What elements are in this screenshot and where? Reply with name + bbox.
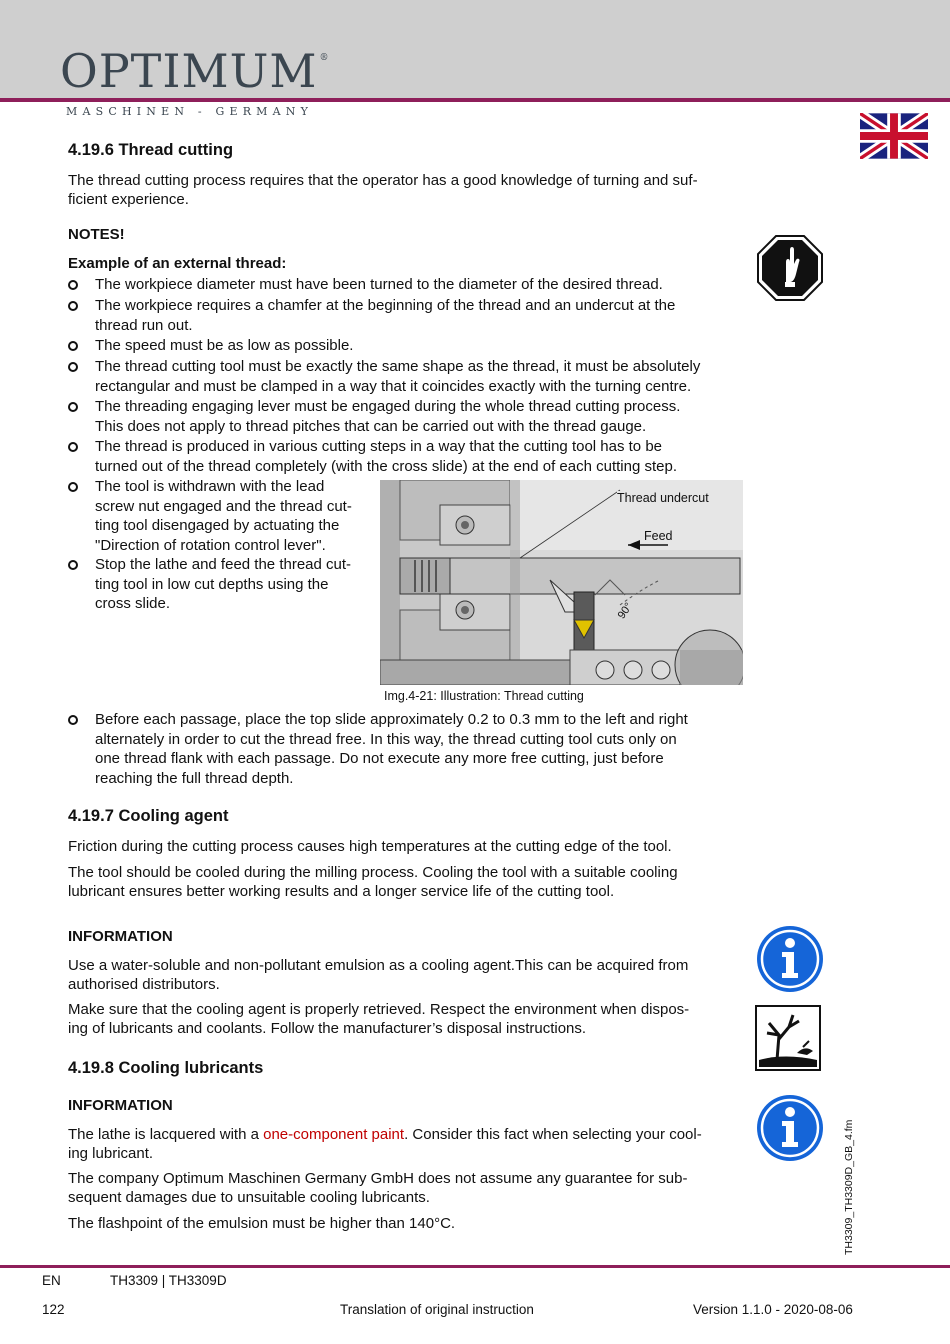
section-heading-cooling-agent: 4.19.7 Cooling agent	[68, 807, 229, 825]
page-number: 122	[42, 1302, 65, 1317]
last-bullet-line-1: Before each passage, place the top slide approximately 0.2 to 0.3 mm to the left and right	[95, 711, 688, 728]
registered-mark: ®	[319, 53, 330, 63]
thread-cutting-illustration	[380, 480, 743, 685]
bullet-line: Stop the lathe and feed the thread cut-	[95, 556, 352, 573]
bullet-line: screw nut engaged and the thread cut-	[95, 497, 352, 515]
footer-language: EN	[42, 1273, 61, 1288]
cooling-lubricants-p2-line-1: The company Optimum Maschinen Germany GmbH does not assume any guarantee for sub-	[68, 1170, 688, 1187]
bullet-circle-icon	[68, 442, 78, 452]
bullet-line: turned out of the thread completely (with the cross slide) at the end of each cutting step.	[95, 457, 677, 475]
thread-intro-line-2: ficient experience.	[68, 191, 189, 208]
uk-flag-icon	[860, 113, 928, 159]
figure-label-angle: 90°	[615, 600, 636, 622]
bullet-line: The threading engaging lever must be engaged during the whole thread cutting process.	[95, 398, 681, 415]
bullet-circle-icon	[68, 362, 78, 372]
bullet-line: rectangular and must be clamped in a way that it coincides exactly with the turning centre.	[95, 377, 692, 395]
footer-model: TH3309 | TH3309D	[110, 1273, 227, 1288]
bullet-line: The workpiece requires a chamfer at the beginning of the thread and an undercut at the	[95, 297, 676, 314]
footer-translation-note: Translation of original instruction	[340, 1302, 534, 1317]
bullet-circle-icon	[68, 280, 78, 290]
footer-divider	[0, 1265, 950, 1268]
header-divider	[0, 98, 950, 102]
bullet-circle-icon	[68, 341, 78, 351]
bullet-line: "Direction of rotation control lever".	[95, 536, 326, 554]
bullet-line: This does not apply to thread pitches that can be carried out with the thread gauge.	[95, 417, 647, 435]
cooling-lubricants-p2-line-2: sequent damages due to unsuitable cooling lubricants.	[68, 1189, 430, 1206]
brand-logo	[60, 44, 330, 98]
brand-name: OPTIMUM	[60, 44, 318, 98]
information-icon	[756, 925, 824, 993]
last-bullet-line-4: reaching the full thread depth.	[95, 769, 294, 787]
environmental-hazard-icon	[755, 1005, 821, 1071]
notes-label: NOTES!	[68, 226, 125, 243]
bullet-line: The tool is withdrawn with the lead	[95, 478, 325, 495]
bullet-circle-icon	[68, 560, 78, 570]
cooling-agent-p1: Friction during the cutting process causes high temperatures at the cutting edge of the tool.	[68, 838, 672, 855]
bullet-line: ting tool in low cut depths using the	[95, 575, 329, 593]
information-label: INFORMATION	[68, 1097, 173, 1114]
cooling-agent-p4-line-2: ing of lubricants and coolants. Follow the manufacturer’s disposal instructions.	[68, 1020, 587, 1037]
figure-label-thread-undercut: Thread undercut	[617, 491, 709, 505]
bullet-line: The thread cutting tool must be exactly the same shape as the thread, it must be absolutely	[95, 358, 701, 375]
cooling-lubricants-p1-line-2: ing lubricant.	[68, 1145, 154, 1162]
bullet-circle-icon	[68, 482, 78, 492]
bullet-circle-icon	[68, 301, 78, 311]
file-reference-code: TH3309_TH3309D_GB_4.fm	[843, 1119, 855, 1255]
last-bullet-line-2: alternately in order to cut the thread free. In this way, the thread cutting tool cuts only on	[95, 730, 677, 748]
bullet-circle-icon	[68, 715, 78, 725]
one-component-paint-link[interactable]: one-component paint	[263, 1126, 405, 1143]
information-icon	[756, 1094, 824, 1162]
bullet-line: cross slide.	[95, 595, 171, 612]
bullet-line: The workpiece diameter must have been turned to the diameter of the desired thread.	[95, 276, 663, 293]
information-label: INFORMATION	[68, 928, 173, 945]
p1-text-pre: The lathe is lacquered with a	[68, 1126, 264, 1143]
cooling-agent-p3-line-2: authorised distributors.	[68, 976, 220, 993]
bullet-line: The thread is produced in various cutting steps in a way that the cutting tool has to be	[95, 438, 663, 455]
stop-hand-warning-icon	[756, 234, 824, 302]
cooling-agent-p4-line-1: Make sure that the cooling agent is properly retrieved. Respect the environment when dispos-	[68, 1001, 690, 1018]
cooling-lubricants-p1-line-1	[68, 1125, 743, 1145]
cooling-lubricants-p3: The flashpoint of the emulsion must be higher than 140°C.	[68, 1215, 456, 1232]
brand-tagline: MASCHINEN - GERMANY	[66, 105, 314, 118]
thread-intro-line-1: The thread cutting process requires that the operator has a good knowledge of turning and suf-	[68, 172, 698, 189]
bullet-line: ting tool disengaged by actuating the	[95, 517, 340, 534]
bullet-line: thread run out.	[95, 316, 193, 334]
bullet-line: The speed must be as low as possible.	[95, 337, 354, 354]
cooling-agent-p3-line-1: Use a water-soluble and non-pollutant emulsion as a cooling agent.This can be acquired from	[68, 957, 689, 974]
bullet-circle-icon	[68, 402, 78, 412]
footer-version: Version 1.1.0 - 2020-08-06	[693, 1302, 853, 1317]
p1-text-post: . Consider this fact when selecting your cool-	[404, 1126, 702, 1143]
figure-caption: Img.4-21: Illustration: Thread cutting	[384, 689, 584, 703]
section-heading-thread-cutting: 4.19.6 Thread cutting	[68, 141, 234, 159]
cooling-agent-p2-line-2: lubricant ensures better working results and a longer service life of the cutting tool.	[68, 883, 615, 900]
figure-label-feed: Feed	[644, 529, 673, 543]
last-bullet-line-3: one thread flank with each passage. Do not execute any more free cutting, just before	[95, 750, 664, 767]
example-label: Example of an external thread:	[68, 255, 287, 272]
section-heading-cooling-lubricants: 4.19.8 Cooling lubricants	[68, 1059, 264, 1077]
cooling-agent-p2-line-1: The tool should be cooled during the milling process. Cooling the tool with a suitable cooling	[68, 864, 678, 881]
